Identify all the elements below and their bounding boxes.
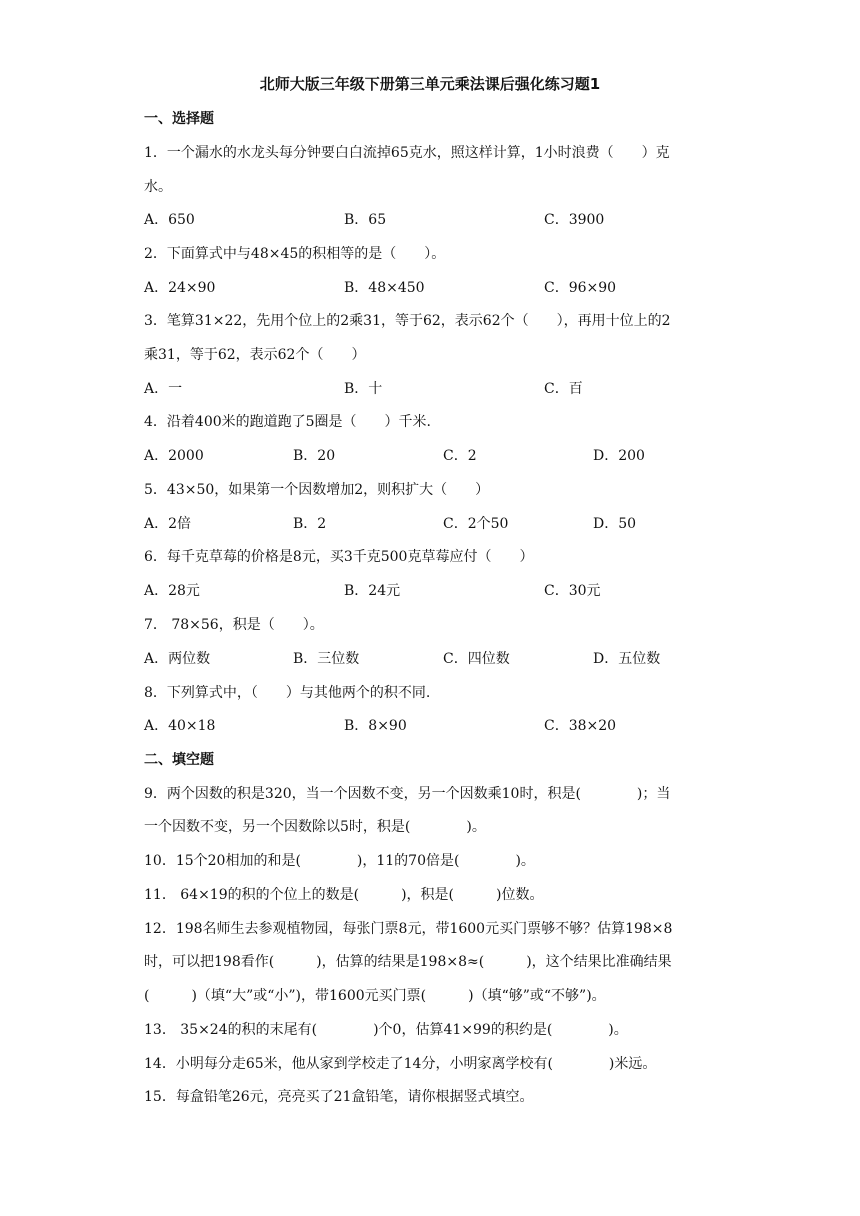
question-7-text: 7． 78×56，积是（ ）。 [144, 617, 324, 633]
question-4-text: 4．沿着400米的跑道跑了5圈是（ ）千米. [144, 414, 431, 430]
q2-option-c: C．96×90 [544, 280, 617, 296]
q1-option-b: B．65 [344, 212, 387, 228]
q3-option-b: B．十 [344, 381, 383, 397]
question-1-text: 1．一个漏水的水龙头每分钟要白白流掉65克水，照这样计算，1小时浪费（ ）克 [144, 145, 670, 161]
q8-option-a: A．40×18 [144, 718, 216, 734]
q2-option-a: A．24×90 [144, 280, 216, 296]
q7-option-c: C．四位数 [443, 651, 510, 667]
q4-option-b: B．20 [293, 448, 336, 464]
q5-option-a: A．2倍 [144, 516, 192, 532]
question-5-text: 5．43×50，如果第一个因数增加2，则积扩大（ ） [144, 482, 490, 498]
q5-option-d: D．50 [593, 516, 637, 532]
question-10-text: 10．15个20相加的和是( )，11的70倍是( )。 [144, 853, 535, 869]
q2-option-b: B．48×450 [344, 280, 425, 296]
q8-option-c: C．38×20 [544, 718, 617, 734]
q7-option-a: A．两位数 [144, 651, 211, 667]
question-12-text-cont: 时，可以把198看作( )，估算的结果是198×8≈( )，这个结果比准确结果 [144, 954, 672, 970]
question-12-text-cont-2: ( )（填“大”或“小”)，带1600元买门票( )（填“够”或“不够”)。 [144, 988, 606, 1004]
question-12-text: 12．198名师生去参观植物园，每张门票8元，带1600元买门票够不够？估算198×8 [144, 921, 673, 937]
q6-option-c: C．30元 [544, 583, 601, 599]
question-14-text: 14．小明每分走65米，他从家到学校走了14分，小明家离学校有( )米远。 [144, 1056, 657, 1072]
q4-option-c: C．2 [443, 448, 477, 464]
section-heading-choice: 一、选择题 [144, 111, 214, 127]
section-heading-fill: 二、填空题 [144, 752, 214, 768]
q6-option-a: A．28元 [144, 583, 200, 599]
question-3-text-cont: 乘31，等于62，表示62个（ ） [144, 347, 366, 363]
q1-option-a: A．650 [144, 212, 195, 228]
question-3-text: 3．笔算31×22，先用个位上的2乘31，等于62，表示62个（ ），再用十位上的2 [144, 313, 671, 329]
q5-option-b: B．2 [293, 516, 327, 532]
q7-option-b: B．三位数 [293, 651, 360, 667]
question-9-text-cont: 一个因数不变，另一个因数除以5时，积是( )。 [144, 819, 486, 835]
question-9-text: 9．两个因数的积是320，当一个因数不变，另一个因数乘10时，积是( )；当 [144, 786, 671, 802]
q3-option-c: C．百 [544, 381, 583, 397]
question-2-text: 2．下面算式中与48×45的积相等的是（ ）。 [144, 246, 446, 262]
q6-option-b: B．24元 [344, 583, 401, 599]
q4-option-d: D．200 [593, 448, 645, 464]
q1-option-c: C．3900 [544, 212, 605, 228]
q3-option-a: A．一 [144, 381, 183, 397]
question-1-text-cont: 水。 [144, 179, 172, 195]
question-11-text: 11． 64×19的积的个位上的数是( )，积是( )位数。 [144, 887, 544, 903]
question-13-text: 13． 35×24的积的末尾有( )个0，估算41×99的积约是( )。 [144, 1022, 628, 1038]
q4-option-a: A．2000 [144, 448, 204, 464]
q8-option-b: B．8×90 [344, 718, 407, 734]
question-8-text: 8．下列算式中，（ ）与其他两个的积不同. [144, 685, 431, 701]
page-title: 北师大版三年级下册第三单元乘法课后强化练习题1 [259, 75, 601, 93]
q5-option-c: C．2个50 [443, 516, 509, 532]
question-15-text: 15．每盒铅笔26元，亮亮买了21盒铅笔，请你根据竖式填空。 [144, 1089, 534, 1105]
q7-option-d: D．五位数 [593, 651, 661, 667]
question-6-text: 6．每千克草莓的价格是8元，买3千克500克草莓应付（ ） [144, 549, 534, 565]
